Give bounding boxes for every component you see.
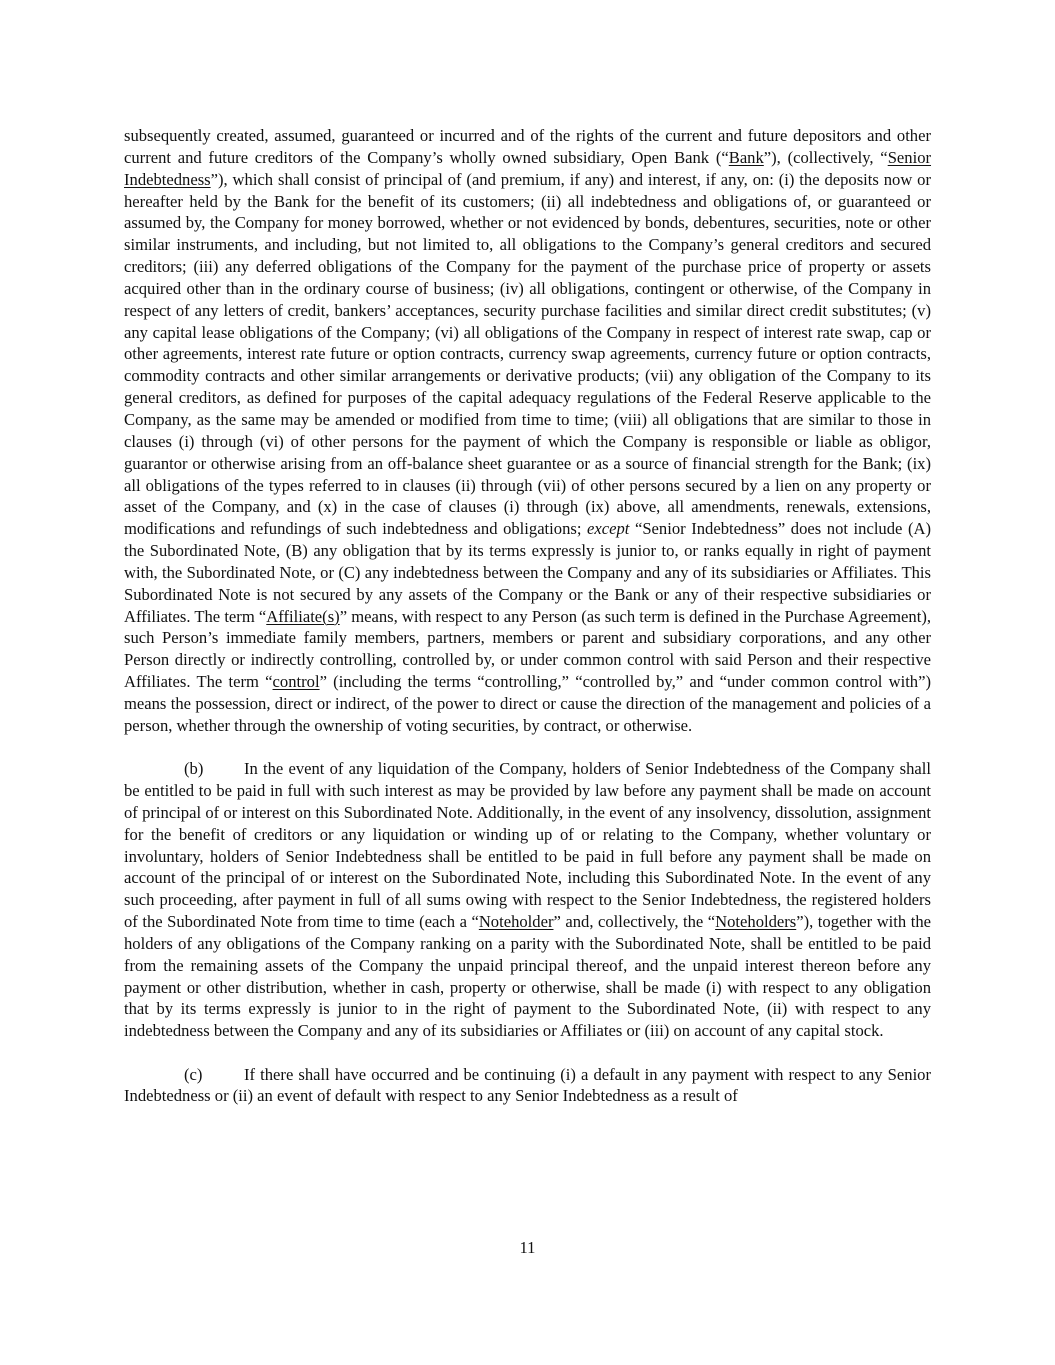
text: ” (including the terms “controlling,” “controlled by,” and “under common control with”) means the possession, direct or indirect, of the power to direct or cause the direction of the management and policies of a person, whether through the ownership of voting securities, by contract, or otherwise.	[124, 672, 931, 735]
defined-term-control: control	[272, 672, 320, 692]
text: In the event of any liquidation of the Company, holders of Senior Indebtedness of the Company shall be entitled to be paid in full with such interest as may be provided by law before any payment shall be made on account of principal of or interest on this Subordinated Note. Additionally, in the event of any insolvency, dissolution, assignment for the benefit of creditors or any liquidation or winding up of or relating to the Company, whether voluntary or involuntary, holders of Senior Indebtedness shall be entitled to be paid in full before any payment shall be made on account of the principal of or interest on the Subordinated Note, including this Subordinated Note. In the event of any such proceeding, after payment in full of all sums owing with respect to the Senior Indebtedness, the registered holders of the Subordinated Note from time to time (each a “	[124, 759, 931, 932]
text: ” and, collectively, the “	[553, 912, 716, 932]
page-number: 11	[519, 1238, 536, 1257]
text: “Senior Indebtedness” does not include (A) the Subordinated Note, (B) any obligation that by its terms expressly is junior to, or ranks equally in right of payment with, the Subordinated Note, or (C) any indebtedness between the Company and any of its subsidiaries or Affiliates. This Subordinated Note is not secured by any assets of the Company or the Bank or any of their respective subsidiaries or Affiliates. The term “	[124, 519, 931, 626]
text: ” means, with respect to any Person (as such term is defined in the Purchase Agreement), such Person’s immediate family members, partners, members or parent and subsidiary corporations, and any other Person directly or indirectly controlling, controlled by, or under common control with said Person and their respective Affiliates. The term “	[124, 606, 932, 692]
text: subsequently created, assumed, guaranteed or incurred and of the rights of the current and future depositors and other current and future creditors of the Company’s wholly owned subsidiary, Open Bank (“	[124, 126, 931, 167]
emphasis-except: except	[587, 519, 630, 539]
paragraph-b	[124, 758, 931, 1042]
clause-label-c: (c)	[184, 1064, 203, 1084]
text: ”), together with the holders of any obligations of the Company ranking on a parity with the Subordinated Note, shall be entitled to be paid from the remaining assets of the Company the unpaid principal thereof, and the unpaid interest thereon before any payment or other distribution, whether in cash, property or otherwise, shall be made (i) with respect to any obligation that by its terms expressly is junior to in the right of payment to the Subordinated Note, (ii) with respect to any indebtedness between the Company and any of its subsidiaries or Affiliates or (iii) on account of any capital stock.	[124, 912, 931, 1041]
text: If there shall have occurred and be continuing (i) a default in any payment with respect to any Senior Indebtedness or (ii) an event of default with respect to any Senior Indebtedness as a result of	[124, 1064, 931, 1106]
defined-term-affiliates: Affiliate(s)	[266, 606, 340, 626]
paragraph-c	[124, 1064, 931, 1108]
defined-term-bank: Bank	[728, 147, 764, 167]
defined-term-senior-indebtedness: Senior Indebtedness	[124, 147, 932, 189]
text: ”), (collectively, “	[763, 147, 888, 167]
clause-label-b: (b)	[184, 759, 204, 779]
defined-term-noteholder: Noteholder	[478, 912, 554, 932]
document-page	[124, 125, 931, 1107]
defined-term-noteholders: Noteholders	[715, 912, 797, 932]
paragraph-a-continuation	[124, 125, 931, 737]
text: ”), which shall consist of principal of (and premium, if any) and interest, if any, on: (i) the deposits now or hereafter held by the Bank for the benefit of its customers; (ii) all indebtedness and obligations of, or guaranteed or assumed by, the Company for money borrowed, whether or not evidenced by bonds, debentures, securities, note or other similar instruments, and including, but not limited to, all obligations to the Company’s general creditors and secured creditors; (iii) any deferred obligations of the Company for the payment of the purchase price of property or assets acquired other than in the ordinary course of business; (iv) all obligations, contingent or otherwise, of the Company in respect of any letters of credit, bankers’ acceptances, security purchase facilities and similar direct credit substitutes; (v) any capital lease obligations of the Company; (vi) all obligations of the Company in respect of interest rate swap, cap or other agreements, interest rate future or option contracts, currency swap agreements, currency future or option contracts, commodity contracts and other similar arrangements or derivative products; (vii) any obligation of the Company to its general creditors, as defined for purposes of the capital adequacy regulations of the Federal Reserve applicable to the Company, as the same may be amended or modified from time to time; (viii) all obligations that are similar to those in clauses (i) through (vi) of other persons for the payment of which the Company is responsible or liable as obligor, guarantor or otherwise arising from an off-balance sheet guarantee or as a source of financial strength for the Bank; (ix) all obligations of the types referred to in clauses (ii) through (vii) of other persons secured by a lien on any property or asset of the Company, and (x) in the case of clauses (i) through (ix) above, all amendments, renewals, extensions, modifications and refundings of such indebtedness and obligations;	[124, 169, 931, 539]
